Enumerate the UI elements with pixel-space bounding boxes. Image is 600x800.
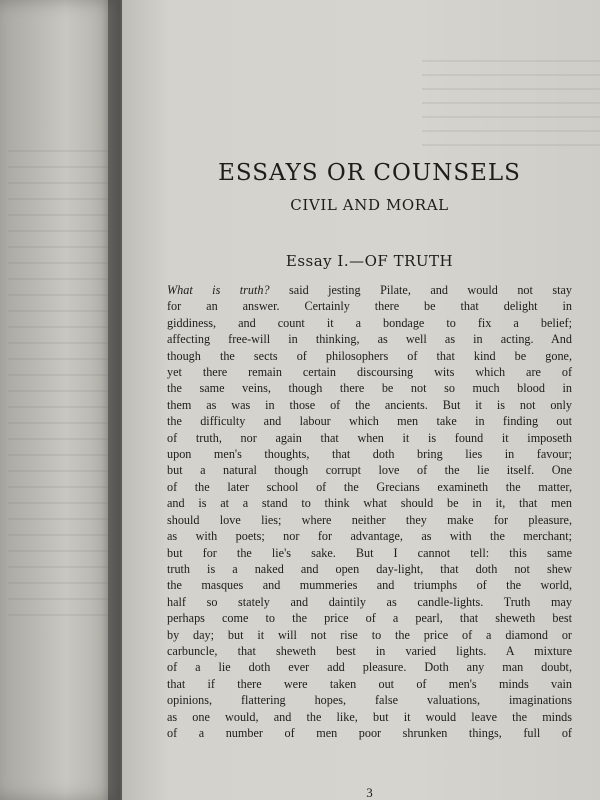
essay-line: that if there were taken out of men's minds vain: [167, 676, 572, 691]
left-page-bleedthrough: [8, 150, 108, 630]
essay-line: of a number of men poor shrunken things, full of: [167, 725, 572, 740]
essay-line: though the sects of philosophers of that kind be gone,: [167, 348, 572, 363]
essay-line: the same veins, though there be not so much blood in: [167, 381, 572, 396]
essay-opening: What is truth?: [167, 283, 270, 297]
book-subtitle: CIVIL AND MORAL: [290, 196, 449, 214]
right-page-bleedthrough: [422, 60, 600, 150]
essay-line: as with poets; nor for advantage, as with the merchant;: [167, 529, 572, 544]
essay-line: opinions, flattering hopes, false valuations, imaginations: [167, 693, 572, 708]
book-title: ESSAYS OR COUNSELS: [218, 160, 521, 186]
essay-line: giddiness, and count it a bondage to fix a belief;: [167, 315, 572, 330]
essay-line: half so stately and daintily as candle-lights. Truth may: [167, 594, 572, 609]
essay-line: of a lie doth ever add pleasure. Doth any man doubt,: [167, 660, 572, 675]
essay-line: the masques and mummeries and triumphs of the world,: [167, 578, 572, 593]
essay-line: What is truth? said jesting Pilate, and would not stay: [167, 283, 572, 297]
essay-line: for an answer. Certainly there be that delight in: [167, 299, 572, 314]
left-page: [0, 0, 120, 800]
essay-line: of the later school of the Grecians examineth the matter,: [167, 479, 572, 494]
essay-heading: Essay I.—OF TRUTH: [285, 252, 454, 270]
essay-line: of truth, nor again that when it is found it imposeth: [167, 430, 572, 445]
essay-line: by day; but it will not rise to the price of a diamond or: [167, 627, 572, 642]
essay-line: the difficulty and labour which men take in finding out: [167, 414, 572, 429]
essay-line: yet there remain certain discoursing wits which are of: [167, 365, 572, 380]
essay-line: should love lies; where neither they make for pleasure,: [167, 512, 572, 527]
essay-line: carbuncle, that sheweth best in varied lights. A mixture: [167, 643, 572, 658]
essay-line: but for the lie's sake. But I cannot tell: this same: [167, 545, 572, 560]
essay-line: but a natural though corrupt love of the lie itself. One: [167, 463, 572, 478]
essay-body: [167, 282, 572, 741]
page-content: [167, 150, 572, 800]
essay-line: upon men's thoughts, that doth bring lies in favour;: [167, 447, 572, 462]
essay-line: and is at a stand to think what should be in it, that men: [167, 496, 572, 511]
page-number: 3: [366, 785, 373, 800]
essay-line: affecting free-will in thinking, as well as in acting. And: [167, 332, 572, 347]
essay-line: as one would, and the like, but it would leave the minds: [167, 709, 572, 724]
essay-line: perhaps come to the price of a pearl, that sheweth best: [167, 611, 572, 626]
essay-line: them as was in those of the ancients. But it is not only: [167, 397, 572, 412]
essay-line: truth is a naked and open day-light, that doth not shew: [167, 561, 572, 576]
